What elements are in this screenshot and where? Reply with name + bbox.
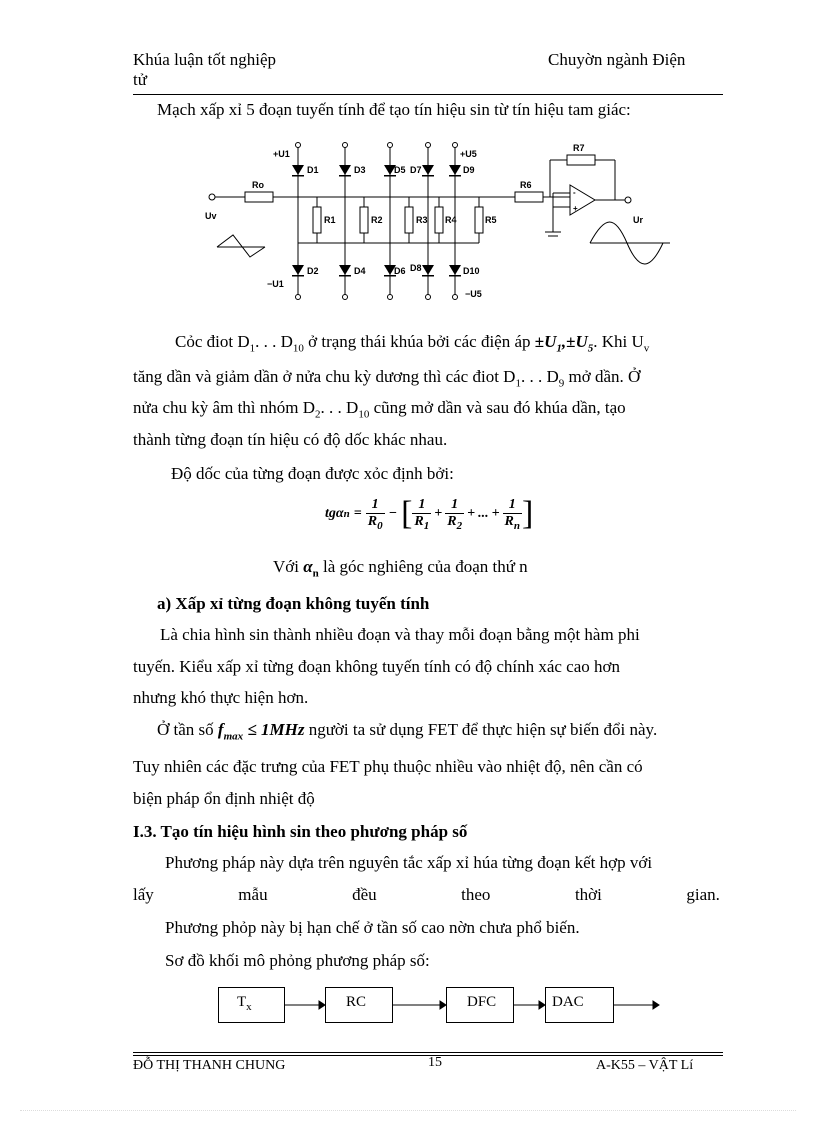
den-sub: 1 [423, 519, 430, 532]
text: . Khi U [593, 332, 644, 351]
tx-label: T [237, 994, 247, 1010]
label-u1-plus: +U1 [273, 149, 290, 159]
para3-line1 [157, 720, 657, 742]
text: mở dần. Ở [564, 367, 641, 386]
den [445, 513, 464, 532]
sub: 2 [315, 408, 321, 421]
text: Ở tần số [157, 720, 218, 739]
sub: 1 [249, 342, 256, 355]
f: f [217, 720, 224, 739]
label-d7: D7 [410, 165, 422, 175]
para1-line4: thành từng đoạn tín hiệu có độ dốc khác nhau. [133, 430, 448, 449]
frac-r2 [445, 497, 464, 532]
fsub: max [223, 730, 244, 743]
intro-text: Mạch xấp xỉ 5 đoạn tuyến tính để tạo tín hiệu sin từ tín hiệu tam giác: [157, 100, 631, 119]
para4-line2 [133, 885, 720, 905]
block-tx [218, 987, 285, 1023]
para3-line2: Tuy nhiên các đặc trưng của FET phụ thuộc nhiều vào nhiệt độ, nên cần có [133, 757, 643, 776]
word: thời [574, 885, 602, 904]
frac-rn [503, 497, 522, 532]
label-r5: R5 [485, 215, 497, 225]
text: người ta sử dụng FET để thực hiện sự biến đổi này. [304, 720, 658, 739]
den-sub: n [513, 519, 521, 532]
slope-formula [325, 495, 533, 533]
text: . . . D [320, 398, 359, 417]
den-sub: 2 [456, 519, 463, 532]
formula-eq: = [353, 506, 362, 521]
label-opamp-plus: + [573, 204, 578, 213]
header-left [133, 50, 276, 90]
label-d1: D1 [307, 165, 319, 175]
sub: 10 [292, 342, 304, 355]
num: 1 [508, 496, 516, 512]
formula: ±U [534, 332, 557, 351]
section-a-heading: a) Xấp xỉ từng đoạn không tuyến tính [157, 594, 430, 613]
footer-rule [133, 1052, 723, 1053]
word: theo [461, 885, 491, 904]
sub: 1 [556, 342, 562, 355]
label-u1-minus: −U1 [267, 279, 284, 289]
page-bottom-dots [20, 1110, 796, 1111]
formula-minus: − [388, 506, 398, 521]
label-d4: D4 [354, 266, 366, 276]
den [412, 513, 431, 532]
para2-line3: nhưng khó thực hiện hơn. [133, 688, 309, 707]
den-r: R [504, 513, 514, 529]
text: là góc nghiêng của đoạn thứ n [318, 557, 528, 576]
para4-line4: Sơ đồ khối mô phỏng phương pháp số: [165, 951, 430, 970]
bracket-left: [ [401, 495, 413, 532]
label-uv: Uv [205, 211, 217, 221]
sub: n [312, 567, 319, 580]
header-title: Khúa luận tốt nghiệp [133, 50, 277, 69]
label-d2: D2 [307, 266, 319, 276]
para4-line3: Phương phỏp này bị hạn chế ở tần số cao nờn chưa phổ biến. [165, 918, 580, 937]
label-d9: D9 [463, 165, 475, 175]
alpha: α [303, 557, 313, 576]
text: tăng dần và giảm dần ở nửa chu kỳ dương thì các điot D [133, 367, 516, 386]
footer-page-number: 15 [428, 1055, 442, 1070]
circuit-diagram [195, 135, 695, 310]
formula-lhs-sub: n [343, 508, 350, 520]
formula-plus: + [491, 506, 500, 521]
label-d6: D6 [394, 266, 406, 276]
formula-lhs: tgα [325, 506, 344, 521]
text: cũng mở dần và sau đó khúa dần, tạo [369, 398, 626, 417]
para1-line2 [133, 367, 640, 389]
den-sub: 0 [377, 519, 383, 532]
slope-intro: Độ dốc của từng đoạn được xỏc định bởi: [171, 464, 454, 483]
label-u5-plus: +U5 [460, 149, 477, 159]
text: . . . D [520, 367, 559, 386]
sub: 9 [558, 377, 565, 390]
formula-plus: + [434, 506, 443, 521]
sub: v [643, 342, 650, 355]
label-r7: R7 [573, 143, 585, 153]
text: . . . D [255, 332, 293, 351]
para4-line1: Phương pháp này dựa trên nguyên tắc xấp xỉ húa từng đoạn kết hợp với [165, 853, 653, 872]
word: lấy [133, 885, 154, 904]
header-title-cont: tử [133, 70, 147, 89]
label-r4: R4 [445, 215, 457, 225]
label-d10: D10 [463, 266, 480, 276]
block-dac: DAC [545, 987, 614, 1023]
para1-line1 [175, 332, 649, 354]
section-i3-heading: I.3. Tạo tín hiệu hình sin theo phương pháp số [133, 822, 468, 841]
para2-line2: tuyến. Kiểu xấp xỉ từng đoạn không tuyến tính có độ chính xác cao hơn [133, 657, 621, 676]
label-d5: D5 [394, 165, 406, 175]
sub: 1 [515, 377, 521, 390]
label-ro: Ro [252, 180, 264, 190]
block-dfc: DFC [446, 987, 514, 1023]
frac-r1 [412, 497, 431, 532]
word: mẫu [238, 885, 268, 904]
formula-plus: + [467, 506, 476, 521]
den-r: R [367, 513, 378, 529]
header-right: Chuyờn ngành Điện [548, 50, 686, 69]
num: 1 [451, 496, 459, 512]
text: Cỏc điot D [175, 332, 250, 351]
label-d8: D8 [410, 263, 422, 273]
label-u5-minus: −U5 [465, 289, 482, 299]
angle-note [273, 557, 528, 579]
den [503, 513, 522, 532]
label-r2: R2 [371, 215, 383, 225]
para3-line3: biện pháp ổn định nhiệt độ [133, 789, 315, 808]
label-r3: R3 [416, 215, 428, 225]
tx-sub: x [246, 1001, 252, 1013]
cond: ≤ 1MHz [243, 720, 305, 739]
formula-ellipsis: ... [478, 506, 489, 521]
word: đều [352, 885, 377, 904]
num: 1 [371, 496, 379, 512]
den [366, 513, 385, 532]
sub: 10 [358, 408, 370, 421]
text: nửa chu kỳ âm thì nhóm D [133, 398, 316, 417]
num: 1 [418, 496, 426, 512]
bracket-right: ] [522, 495, 534, 532]
sub: 5 [587, 342, 594, 355]
label-opamp-minus: - [573, 188, 576, 197]
block-arrows [285, 995, 665, 1015]
header-rule [133, 94, 723, 95]
den-r: R [447, 513, 457, 529]
para1-line3 [133, 398, 626, 420]
label-r6: R6 [520, 180, 532, 190]
text: ở trạng thái khúa bởi các điện áp [303, 332, 535, 351]
text: Với [273, 557, 304, 576]
para2-line1: Là chia hình sin thành nhiều đoạn và thay mỗi đoạn bằng một hàm phi [160, 625, 640, 644]
formula: ,±U [561, 332, 588, 351]
label-ur: Ur [633, 215, 644, 225]
footer-class: A-K55 – VẬT Lí [596, 1058, 694, 1073]
frac-r0 [366, 497, 385, 532]
footer-author: ĐỖ THỊ THANH CHUNG [133, 1058, 286, 1073]
block-rc: RC [325, 987, 393, 1023]
word: gian. [686, 885, 720, 904]
label-d3: D3 [354, 165, 366, 175]
label-r1: R1 [324, 215, 336, 225]
den-r: R [414, 513, 424, 529]
